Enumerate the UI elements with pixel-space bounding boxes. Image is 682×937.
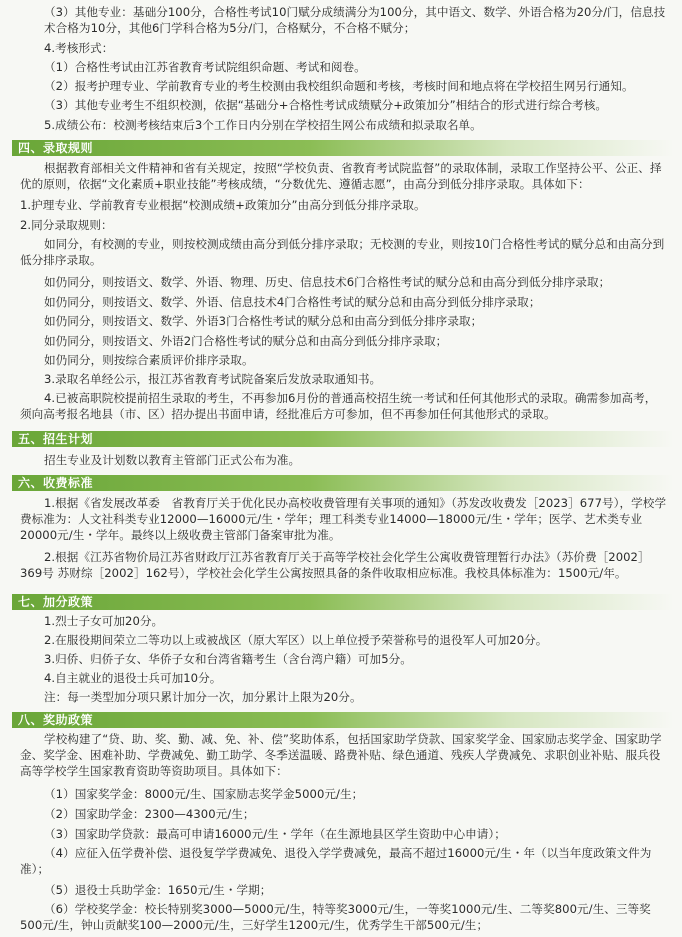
- dormitory-fee-paragraph: 2.根据《江苏省物价局江苏省财政厅江苏省教育厅关于高等学校社会化学生公寓收费管理暂行办法》（苏价费［2002］369号 苏财综［2002］162号），学校社会化学生公寓按照具备的条件收取相应标准。我校具体标准为：1500元/年。: [20, 550, 650, 580]
- section-title: 五、招生计划: [18, 432, 94, 446]
- scholarship-item-4: （4）应征入伍学费补偿、退役复学学费减免、退役入学学费减免，最高不超过16000元/生・年（以当年度政策文件为准）；: [20, 846, 652, 876]
- bonus-note: 注：每一类型加分项只累计加分一次，加分累计上限为20分。: [44, 690, 362, 704]
- section-header-enrollment-plan: [12, 431, 674, 447]
- rule-tie-3: 如仍同分，则按语文、数学、外语、信息技术4门合格性考试的赋分总和由高分到低分排序录取；: [44, 295, 541, 309]
- scholarship-intro: 学校构建了“贷、助、奖、勤、减、免、补、偿”奖助体系，包括国家助学贷款、国家奖学金、国家励志奖学金、国家助学金、奖学金、困难补助、学费减免、勤工助学、冬季送温暖、路费补贴、绿色通道、残疾人学费减免、求职创业补贴、服兵役高等学校学生国家教育资助等资助项目。具体如下：: [20, 732, 662, 778]
- rule-tie-1: 如同分，有校测的专业，则按校测成绩由高分到低分排序录取；无校测的专业，则按10门合格性考试的赋分总和由高分到低分排序录取。: [20, 237, 665, 267]
- rule-tie-2: 如仍同分，则按语文、数学、外语、物理、历史、信息技术6门合格性考试的赋分总和由高分到低分排序录取；: [44, 275, 611, 289]
- rule-1: 1.护理专业、学前教育专业根据“校测成绩+政策加分”由高分到低分排序录取。: [20, 198, 426, 212]
- bonus-item-2: 2.在服役期间荣立二等功以上或被战区（原大军区）以上单位授予荣誉称号的退役军人可加20分。: [44, 633, 548, 647]
- section-header-bonus-points: [12, 594, 674, 610]
- scholarship-item-2: （2）国家助学金：2300—4300元/生；: [44, 807, 255, 821]
- rule-2: 2.同分录取规则：: [20, 218, 113, 232]
- enrollment-plan-text: 招生专业及计划数以教育主管部门正式公布为准。: [44, 453, 301, 467]
- section-title: 八、奖助政策: [18, 713, 94, 727]
- section-header-fees: [12, 475, 674, 491]
- admission-rules-intro: 根据教育部相关文件精神和省有关规定，按照“学校负责、省教育考试院监督”的录取体制，录取工作坚持公平、公正、择优的原则，依据“文化素质+职业技能”考核成绩，“分数优先、遵循志愿”，由高分到低分排序录取。具体如下：: [20, 161, 662, 191]
- section-header-admission-rules: [12, 140, 674, 156]
- rule-4: 4.已被高职院校提前招生录取的考生，不再参加6月份的普通高校招生统一考试和任何其他形式的录取。确需参加高考，须向高考报名地县（市、区）招办提出书面申请，经批准后方可参加，但不再参加任何其他形式的录取。: [20, 391, 657, 421]
- exam-other-majors-paragraph: （3）其他专业：基础分100分，合格性考试10门赋分成绩满分为100分，其中语文、数学、外语合格为20分/门，信息技术合格为10分，其他6门学科合格为5分/门，合格赋分，不合格不赋分；: [44, 5, 666, 35]
- scholarship-item-1: （1）国家奖学金：8000元/生、国家励志奖学金5000元/生；: [44, 787, 364, 801]
- section-title: 七、加分政策: [18, 595, 94, 609]
- bonus-item-3: 3.归侨、归侨子女、华侨子女和台湾省籍考生（含台湾户籍）可加5分。: [44, 652, 412, 666]
- section-header-scholarships: [12, 712, 674, 728]
- score-announcement: 5.成绩公布：校测考核结束后3个工作日内分别在学校招生网公布成绩和拟录取名单。: [44, 118, 482, 132]
- scholarship-item-6: （6）学校奖学金：校长特别奖3000—5000元/生，特等奖3000元/生，一等奖1000元/生、二等奖800元/生、三等奖500元/生，钟山贡献奖100—2000元/生，三好学生1200元/生，优秀学生干部500元/生；: [20, 902, 651, 932]
- section-title: 四、录取规则: [18, 141, 94, 155]
- rule-tie-4: 如仍同分，则按语文、数学、外语3门合格性考试的赋分总和由高分到低分排序录取；: [44, 314, 483, 328]
- exam-form-item-2: （2）报考护理专业、学前教育专业的考生校测由我校组织命题和考核，考核时间和地点将在学校招生网另行通知。: [44, 79, 634, 93]
- scholarship-item-3: （3）国家助学贷款：最高可申请16000元/生・学年（在生源地县区学生资助中心申请）；: [44, 827, 506, 841]
- rule-tie-5: 如仍同分，则按语文、外语2门合格性考试的赋分总和由高分到低分排序录取；: [44, 334, 448, 348]
- exam-form-item-3: （3）其他专业考生不组织校测，依据“基础分+合格性考试成绩赋分+政策加分”相结合的形式进行综合考核。: [44, 98, 608, 112]
- exam-form-item-1: （1）合格性考试由江苏省教育考试院组织命题、考试和阅卷。: [44, 60, 366, 74]
- rule-3: 3.录取名单经公示，报江苏省教育考试院备案后发放录取通知书。: [44, 372, 382, 386]
- bonus-item-4: 4.自主就业的退役士兵可加10分。: [44, 671, 222, 685]
- rule-tie-6: 如仍同分，则按综合素质评价排序录取。: [44, 353, 254, 367]
- tuition-fee-paragraph: 1.根据《省发展改革委 省教育厅关于优化民办高校收费管理有关事项的通知》（苏发改收费发［2023］677号），学校学费标准为：人文社科类专业12000—16000元/生・学年；理工科类专业14000—18000元/生・学年；医学、艺术类专业20000元/生・学年。最终以上级收费主管部门备案审批为准。: [20, 496, 667, 542]
- scholarship-item-5: （5）退役士兵助学金：1650元/生・学期；: [44, 883, 272, 897]
- section-title: 六、收费标准: [18, 476, 94, 490]
- exam-form-heading: 4.考核形式：: [44, 41, 114, 55]
- bonus-item-1: 1.烈士子女可加20分。: [44, 614, 164, 628]
